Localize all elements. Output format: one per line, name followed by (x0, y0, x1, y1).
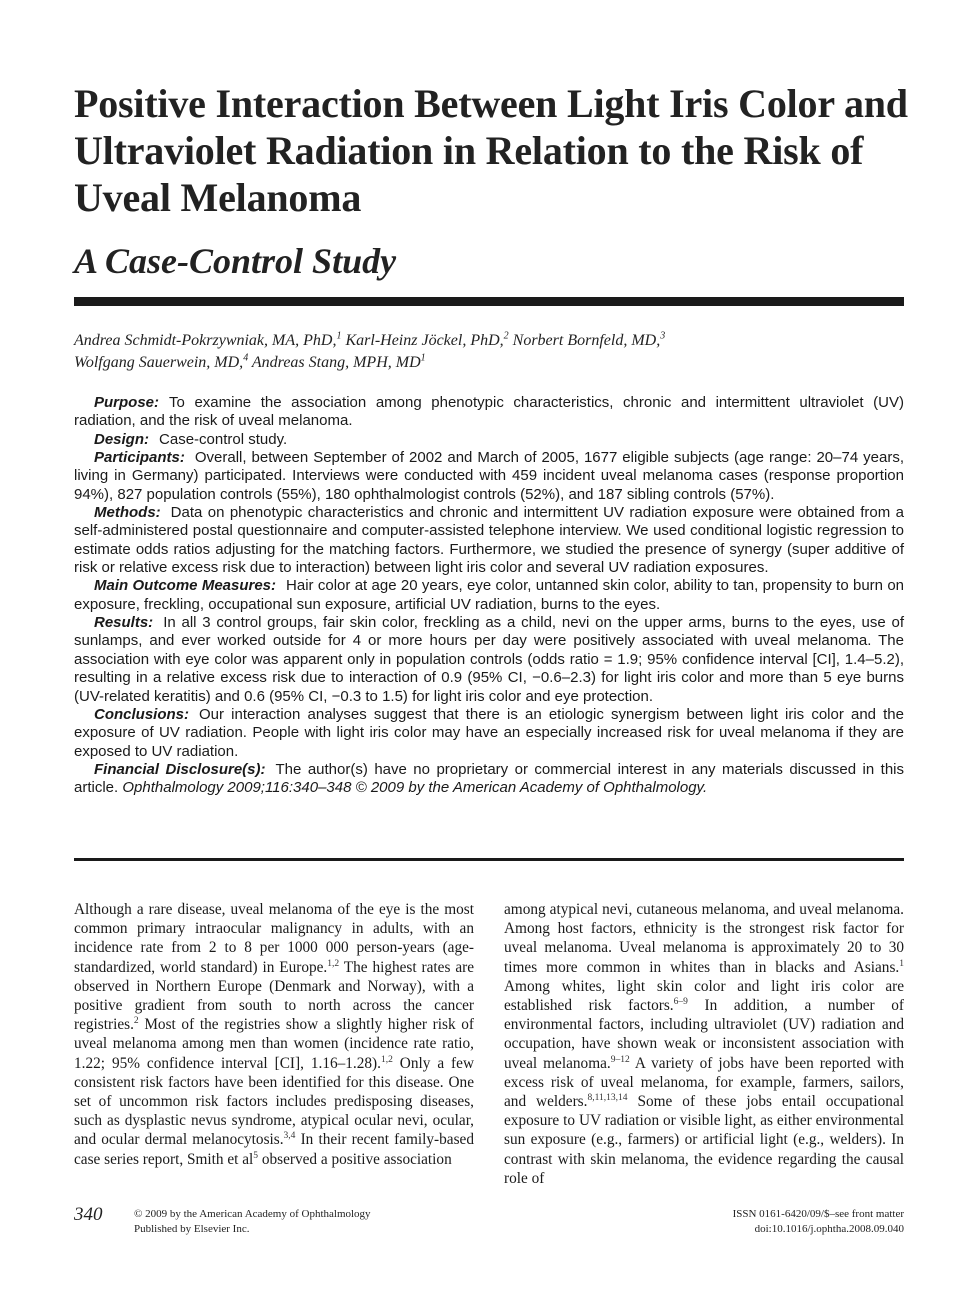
citation-reference[interactable]: 1,2 (327, 958, 340, 969)
abstract-text: In all 3 control groups, fair skin color, freckling as a child, nevi on the upper arms, burns to the eyes, use of sunlamps, and ever worked outside for 4 or more hours per day were positively associated with uveal melanoma. The association with eye color was apparent only in population controls (odds ratio = 1.9; 95% confidence interval [CI], 1.4–5.2), resulting in a relative excess risk due to interaction of 0.9 (95% CI, −0.6–2.3) for light iris color and more than 5 eye burns (UV-related keratitis) and 0.6 (95% CI, −0.3 to 1.5) for light iris color and eye protection. (74, 614, 904, 705)
abstract-results (74, 614, 904, 706)
body-text-run: Although a rare disease, uveal melanoma of the eye is the most common primary intraocular malignancy in adults, with an incidence rate from 2 to 8 per 1000 000 person-years (age-standardized, world standard) in Europe. (74, 901, 474, 976)
article-subtitle: A Case-Control Study (74, 241, 397, 281)
citation-reference[interactable]: 2 (133, 1016, 139, 1027)
author-name: Andreas Stang, MPH, MD (251, 354, 421, 371)
author-affiliation: 4 (243, 352, 249, 364)
author-name: Karl-Heinz Jöckel, PhD, (345, 332, 504, 349)
title-divider (74, 297, 904, 306)
abstract-divider (74, 858, 904, 861)
citation-reference[interactable]: 1 (899, 958, 904, 969)
abstract-label: Methods: (94, 504, 161, 522)
abstract-label: Purpose: (94, 394, 160, 411)
issn-doi-block (733, 1207, 904, 1237)
abstract-label: Main Outcome Measures: (94, 577, 277, 595)
body-text-run: Some of these jobs entail occupational exposure to UV radiation or visible light, as either environmental sun exposure (e.g., farmers) or artificial light (e.g., welders). In contrast with skin melanoma, the evidence regarding the causal role of (504, 1093, 904, 1187)
abstract-text: Case-control study. (159, 430, 288, 448)
citation-reference[interactable]: 9–12 (610, 1054, 630, 1065)
author-affiliation: 2 (503, 330, 509, 342)
issn-line: ISSN 0161-6420/09/$–see front matter (732, 1208, 904, 1220)
copyright-notice (134, 1207, 371, 1237)
abstract-text: Overall, between September of 2002 and March of 2005, 1677 eligible subjects (age range: 20–74 years, living in Germany) participated. Interviews were conducted with 459 incident uveal melanoma cases (response proportion 94%), 827 population controls (55%), 180 ophthalmologist controls (52%), and 187 sibling controls (57%). (74, 449, 904, 503)
body-column-left (74, 900, 474, 1169)
citation-reference[interactable]: 3,4 (283, 1131, 296, 1142)
body-column-right (504, 900, 904, 1188)
body-text-run: Most of the registries show a slightly higher risk of uveal melanoma among men than women (incidence rate ratio, 1.22; 95% confidence interval [CI], 1.16–1.28). (74, 1016, 474, 1072)
author-affiliation: 1 (336, 330, 342, 342)
body-text-run: Only a few consistent risk factors have been identified for this disease. One set of uncommon risk factors includes predisposing diseases, such as dysplastic nevus syndrome, atypical ocular nevi, ocular, and ocular dermal melanocytosis. (74, 1054, 474, 1149)
abstract-label: Conclusions: (94, 705, 190, 723)
body-text-run: In their recent family-based case series report, Smith et al (74, 1131, 474, 1168)
structured-abstract (74, 394, 904, 798)
author-name: Andrea Schmidt-Pokrzywniak, MA, PhD, (74, 332, 337, 349)
abstract-text: The author(s) have no proprietary or commercial interest in any materials discussed in this article. (74, 760, 904, 797)
citation-reference[interactable]: 5 (253, 1150, 259, 1161)
page-number: 340 (74, 1204, 103, 1225)
abstract-methods (74, 504, 904, 577)
author-name: Norbert Bornfeld, MD, (512, 332, 661, 349)
body-text-run: observed a positive association (258, 1150, 452, 1168)
abstract-disclosure (74, 761, 904, 798)
body-text-run: Among whites, light skin color and light iris color are established risk factors. (504, 977, 904, 1015)
copyright-line: © 2009 by the American Academy of Ophthalmology (134, 1208, 371, 1220)
body-text-run: among atypical nevi, cutaneous melanoma, and uveal melanoma. Among host factors, ethnicity is the strongest risk factor for uveal melanoma. Uveal melanoma is approximately 20 to 30 times more common in whites than in blacks and Asians. (504, 901, 904, 976)
publisher-line: Published by Elsevier Inc. (134, 1223, 250, 1235)
abstract-label: Design: (94, 430, 150, 448)
abstract-text: Data on phenotypic characteristics and chronic and intermittent UV radiation exposure were obtained from a self-administered postal questionnaire and computer-assisted telephone interview. We used conditional logistic regression to estimate odds ratios adjusting for the matching factors. Furthermore, we studied the presence of synergy (super additive of risk or relative excess risk due to interaction) between light iris color and several UV radiation exposures. (74, 504, 904, 577)
citation-reference[interactable]: 6–9 (673, 996, 688, 1007)
citation-reference[interactable]: 1,2 (380, 1054, 393, 1065)
abstract-label: Results: (94, 614, 154, 632)
body-text-run: In addition, a number of environmental factors, including ultraviolet (UV) radiation and occupation, have shown weak or inconsistent association with uveal melanoma. (504, 997, 904, 1072)
abstract-participants (74, 449, 904, 504)
doi-line: doi:10.1016/j.ophtha.2008.09.040 (754, 1223, 904, 1235)
abstract-outcomes (74, 577, 904, 614)
abstract-text: Our interaction analyses suggest that there is an etiologic synergism between light iris color and the exposure of UV radiation. People with light iris color may have an especially increased risk for uveal melanoma if they are exposed to UV radiation. (74, 705, 904, 760)
abstract-label: Financial Disclosure(s): (94, 760, 266, 778)
article-title: Positive Interaction Between Light Iris Color and Ultraviolet Radiation in Relation to the Risk of Uveal Melanoma (74, 81, 908, 220)
journal-citation: Ophthalmology 2009;116:340–348 © 2009 by the American Academy of Ophthalmology. (122, 779, 708, 797)
body-text-run: The highest rates are observed in Northern Europe (Denmark and Norway), with a positive gradient from south to north across the cancer registries. (74, 958, 474, 1034)
abstract-text: To examine the association among phenotypic characteristics, chronic and intermittent ultraviolet (UV) radiation, and the risk of uveal melanoma. (74, 394, 904, 430)
abstract-conclusions (74, 706, 904, 761)
citation-reference[interactable]: 8,11,13,14 (587, 1092, 628, 1103)
abstract-label: Participants: (94, 449, 185, 467)
author-list (74, 330, 904, 374)
abstract-purpose (74, 394, 904, 431)
abstract-text: Hair color at age 20 years, eye color, untanned skin color, ability to tan, propensity to burn on exposure, freckling, occupational sun exposure, artificial UV radiation, burns to the eyes. (74, 577, 905, 613)
author-affiliation: 1 (420, 352, 426, 364)
abstract-design (74, 431, 904, 449)
author-name: Wolfgang Sauerwein, MD, (74, 354, 244, 371)
body-text-run: A variety of jobs have been reported with excess risk of uveal melanoma, for example, farmers, sailors, and welders. (504, 1054, 904, 1111)
author-affiliation: 3 (660, 330, 666, 342)
